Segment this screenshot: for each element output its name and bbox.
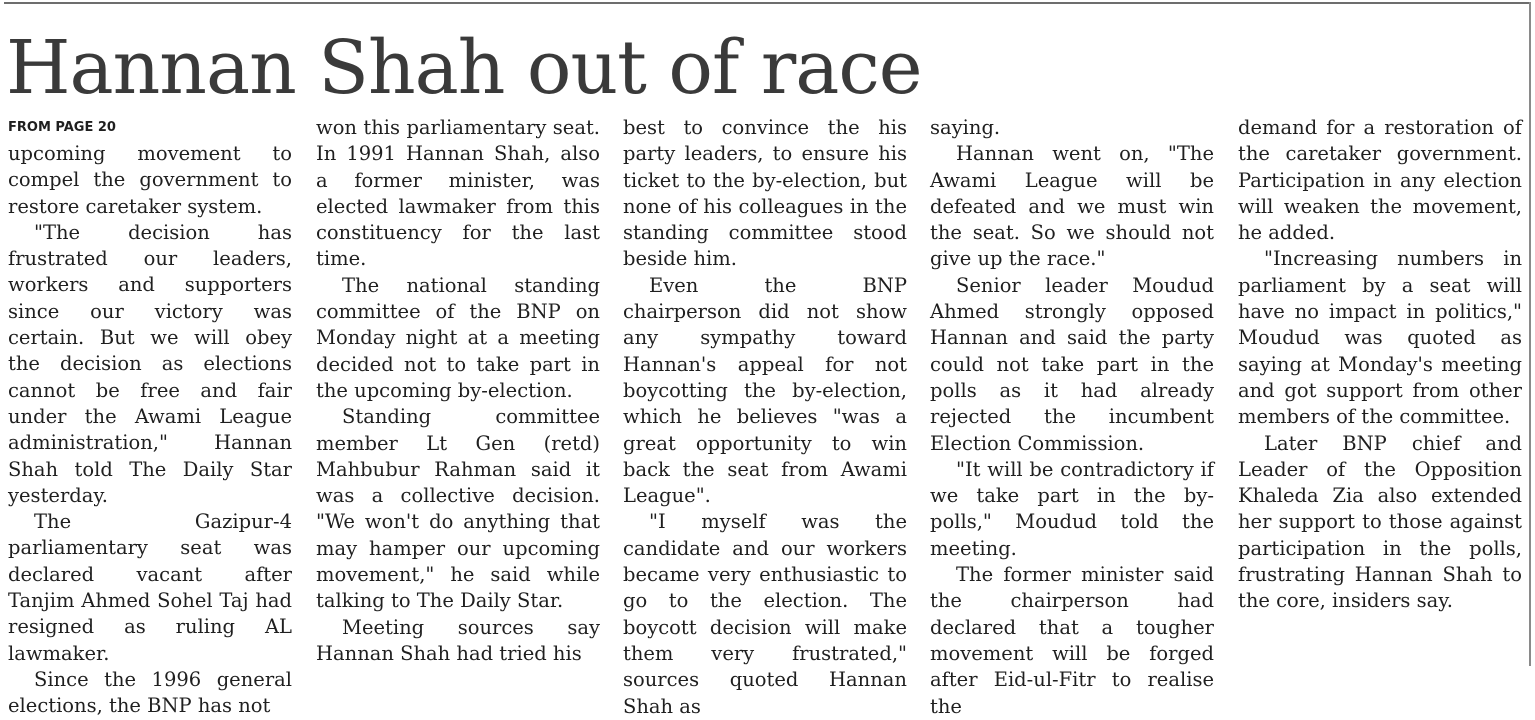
paragraph: Even the BNP chairperson did not show any sympathy toward Hannan's appeal for not boycotting the by-election, which he believes "was a great opportunity to win back the seat from Awami League". (623, 273, 907, 508)
article-column-3 (623, 115, 907, 718)
paragraph: Later BNP chief and Leader of the Opposition Khaleda Zia also extended her support to those against participation in the polls, frustrating Hannan Shah to the core, insiders say. (1238, 431, 1522, 613)
paragraph: Since the 1996 general elections, the BNP has not (8, 667, 292, 718)
article-column-1 (8, 115, 292, 718)
paragraph: The national standing committee of the BNP on Monday night at a meeting decided not to take part in the upcoming by-election. (316, 273, 600, 402)
paragraph: "It will be contradictory if we take part in the by-polls," Moudud told the meeting. (930, 457, 1214, 560)
paragraph: Hannan went on, "The Awami League will be defeated and we must win the seat. So we should not give up the race." (930, 142, 1214, 271)
article-column-4 (930, 115, 1214, 718)
paragraph: won this parliamentary seat. In 1991 Hannan Shah, also a former minister, was elected lawmaker from this constituency for the last time. (316, 116, 600, 271)
article-column-2 (316, 115, 600, 665)
headline: Hannan Shah out of race (6, 25, 922, 111)
paragraph: Meeting sources say Hannan Shah had tried his (316, 615, 600, 665)
paragraph: "Increasing numbers in parliament by a seat will have no impact in politics," Moudud was quoted as saying at Monday's meeting and got support from other members of the committee. (1238, 247, 1522, 429)
paragraph: saying. (930, 116, 1001, 139)
paragraph: upcoming movement to compel the government to restore caretaker system. (8, 142, 292, 218)
article-column-5 (1238, 115, 1522, 665)
paragraph: "I myself was the candidate and our workers became very enthusiastic to go to the election. The boycott decision will make them very frustrated," sources quoted Hannan Shah as (623, 510, 907, 718)
jump-label: FROM PAGE 20 (8, 120, 116, 135)
top-rule (4, 2, 1531, 4)
paragraph: "The decision has frustrated our leaders, workers and supporters since our victory was certain. But we will obey the decision as elections cannot be free and fair under the Awami League administration," Hannan Shah told The Daily Star yesterday. (8, 220, 292, 507)
paragraph: demand for a restoration of the caretaker government. Participation in any election will weaken the movement, he added. (1238, 116, 1522, 245)
paragraph: best to convince the his party leaders, to ensure his ticket to the by-election, but none of his colleagues in the standing committee stood beside him. (623, 116, 907, 271)
paragraph: Senior leader Moudud Ahmed strongly opposed Hannan and said the party could not take part in the polls as it had already rejected the incumbent Election Commission. (930, 273, 1214, 455)
right-edge-rule (1529, 2, 1531, 666)
paragraph: The Gazipur-4 parliamentary seat was declared vacant after Tanjim Ahmed Sohel Taj had resigned as ruling AL lawmaker. (8, 510, 292, 665)
paragraph: Standing committee member Lt Gen (retd) Mahbubur Rahman said it was a collective decision. "We won't do anything that may hamper our upcoming movement," he said while talking to The Daily Star. (316, 405, 600, 613)
paragraph: The former minister said the chairperson had declared that a tougher movement will be forged after Eid-ul-Fitr to realise the (930, 563, 1214, 718)
